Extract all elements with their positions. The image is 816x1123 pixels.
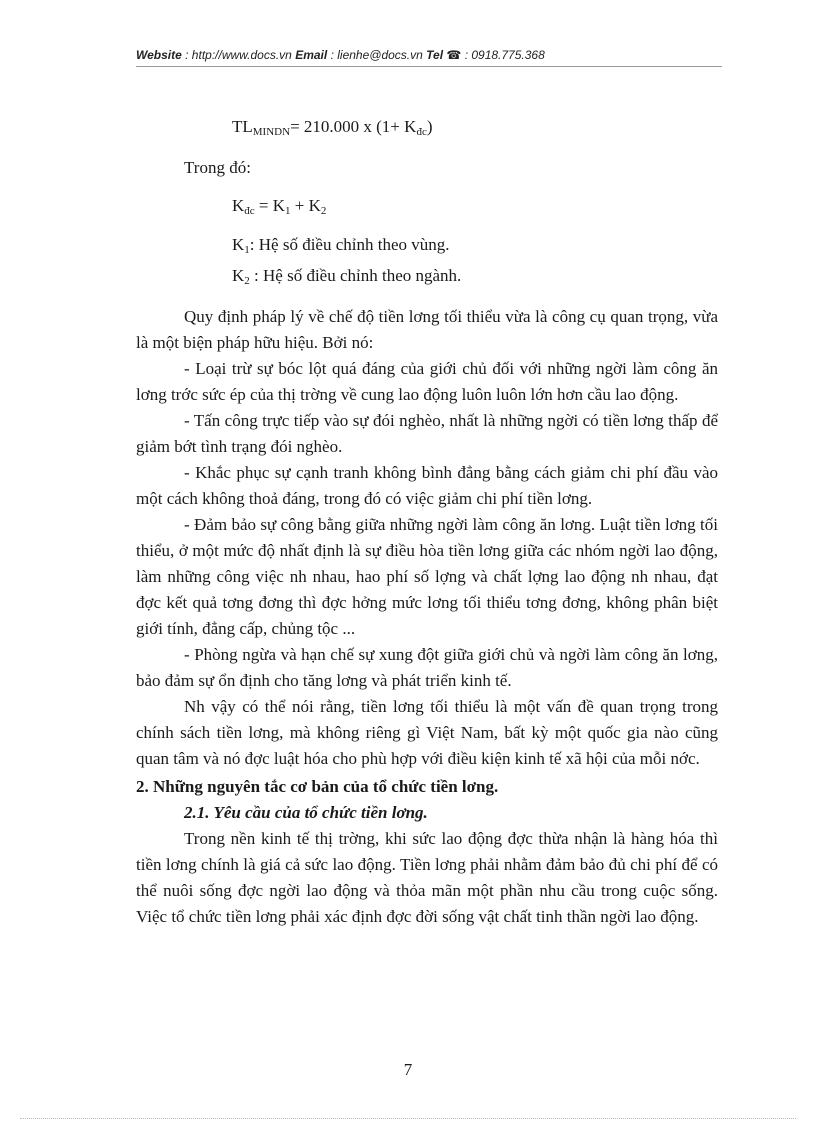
tel-label: Tel (426, 48, 444, 62)
bullet-point: - Tấn công trực tiếp vào sự đói nghèo, nhất là những ngời có tiền lơng thấp để giảm bớt tình trạng đói nghèo. (136, 411, 718, 456)
definition-k1: $K_1$: Hệ số điều chỉnh theo vùng. (232, 235, 450, 256)
email-value: : lienhe@docs.vn (330, 48, 423, 62)
page-number: 7 (403, 1060, 413, 1079)
paragraph-conclusion: Nh vậy có thể nói rằng, tiền lơng tối thiểu là một vấn đề quan trọng trong chính sách tiền lơng, mà không riêng gì Việt Nam, bất kỳ một quốc gia nào cũng quan tâm và nó đợc luật hóa cho phù hợp với điều kiện kinh tế xã hội của mỗi nớc. (136, 697, 718, 768)
bullet-point: - Khắc phục sự cạnh tranh không bình đẳng bằng cách giảm chi phí đầu vào một cách không thoả đáng, trong đó có việc giảm chi phí tiền lơng. (136, 463, 718, 508)
header-divider (136, 66, 722, 67)
trong-do-label: Trong đó: (184, 158, 251, 177)
section-heading: 2. Những nguyên tắc cơ bản của tổ chức tiền lơng. (136, 777, 499, 796)
bullet-point: - Loại trừ sự bóc lột quá đáng của giới chủ đối với những ngời làm công ăn lơng trớc sức ép của thị trờng về cung lao động luôn luôn lớn hơn cầu lao động. (136, 359, 718, 404)
paragraph-intro: Quy định pháp lý về chế độ tiền lơng tối thiểu vừa là công cụ quan trọng, vừa là một biện pháp hữu hiệu. Bởi nó: (136, 307, 718, 352)
bullet-point: - Phòng ngừa và hạn chế sự xung đột giữa giới chủ và ngời làm công ăn lơng, bảo đảm sự ổn định cho tăng lơng và phát triển kinh tế. (136, 645, 718, 690)
paragraph-body: Trong nền kinh tế thị trờng, khi sức lao động đợc thừa nhận là hàng hóa thì tiền lơng chính là giá cả sức lao động. Tiền lơng phải nhằm đảm bảo đủ chi phí để có thể nuôi sống đợc ngời lao động và thỏa mãn một phần nhu cầu trong cuộc sống. Việc tổ chức tiền lơng phải xác định đợc đời sống vật chất tinh thần ngời lao động. (136, 829, 718, 926)
definition-k2: $K_2$ : Hệ số điều chỉnh theo ngành. (232, 266, 462, 287)
subsection-heading: 2.1. Yêu cầu của tổ chức tiền lơng. (184, 803, 428, 822)
website-label: Website (136, 48, 182, 62)
phone-icon: ☎ (446, 48, 462, 62)
tel-value: : 0918.775.368 (464, 48, 545, 62)
document-body (136, 114, 718, 930)
email-label: Email (295, 48, 328, 62)
bullet-point: - Đảm bảo sự công bằng giữa những ngời làm công ăn lơng. Luật tiền lơng tối thiểu, ở một mức độ nhất định là sự điều hòa tiền lơng giữa các nhóm ngời lao động, làm những công việc nh nhau, hao phí số lợng và chất lợng lao động nh nhau, đạt đợc kết quả tơng đơng thì đợc hởng mức lơng tối thiểu tơng đơng, không phân biệt giới tính, đẳng cấp, chủng tộc ... (136, 515, 718, 638)
formula-kdc: $K_{đc} = K_1 + K_2$ (232, 196, 327, 217)
formula-tl-min: $TL_{MINDN}= 210.000$ x $(1+ K_{đc})$ (232, 117, 433, 138)
website-value: : http://www.docs.vn (185, 48, 292, 62)
page-header (136, 48, 545, 62)
footer-divider (20, 1118, 796, 1119)
